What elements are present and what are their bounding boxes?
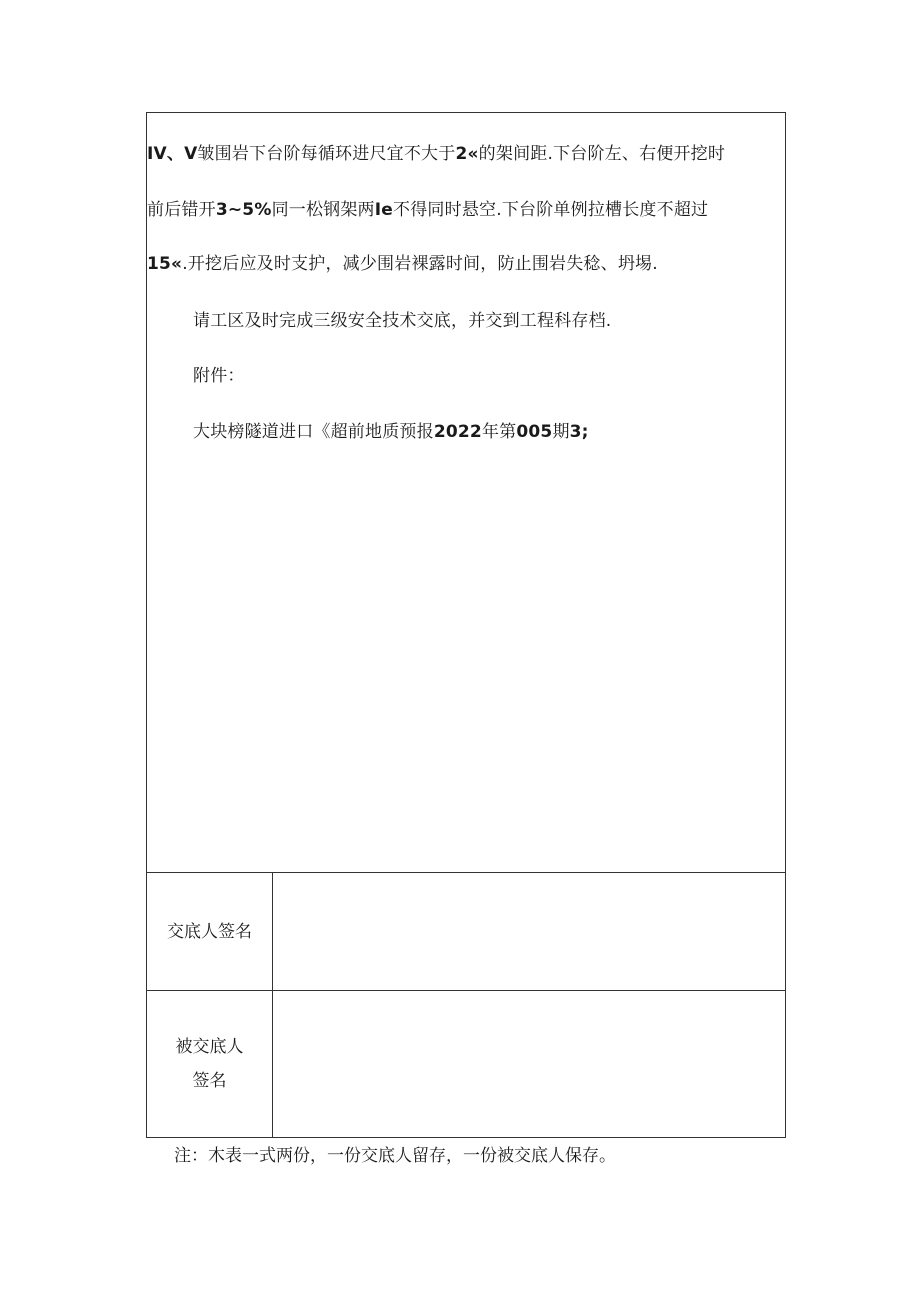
recipient-signature-row [147,991,785,1137]
discloser-signature-label: 交底人签名 [147,873,273,990]
disclosure-form-table [146,112,786,1138]
discloser-signature-row [147,873,785,991]
recipient-signature-label: 被交底人 签名 [147,991,273,1137]
content-line-1: IV、V皱围岩下台阶每循环进尺宜不大于2«的架间距.下台阶左、右便开挖时 [147,144,726,164]
content-cell [147,113,785,873]
content-line-3: 15«.开挖后应及时支护，减少围岩裸露时间，防止围岩失稔、坍埸. [147,254,658,274]
attachment-item: 大块榜隧道进口《超前地质预报2022年第005期3; [193,422,589,442]
footer-note: 注：木表一式两份，一份交底人留存，一份被交底人保存。 [174,1146,616,1166]
recipient-signature-field[interactable] [273,991,785,1137]
attachment-label: 附件： [193,366,245,386]
content-line-4: 请工区及时完成三级安全技术交底，并交到工程科存档. [193,311,612,331]
content-line-2: 前后错开3~5%同一松钢架两Ie不得同时悬空.下台阶单例拉槽长度不超过 [147,200,709,220]
discloser-signature-field[interactable] [273,873,785,990]
